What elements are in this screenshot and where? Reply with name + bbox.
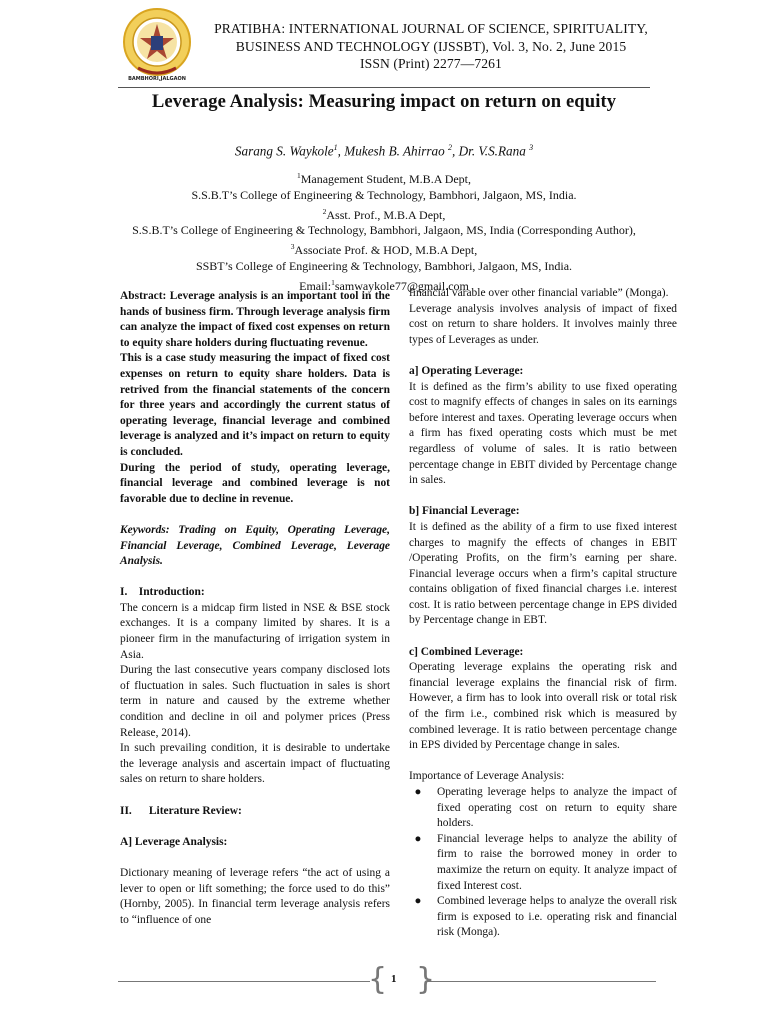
list-item: ● Combined leverage helps to analyze the overall risk firm is exposed to i.e. operating risk and financial risk (Monga). [414, 895, 677, 939]
affiliation-line: $^3$Associate Prof. & HOD, M.B.A Dept, [290, 242, 478, 258]
keywords: Keywords: Trading on Equity, Operating Leverage, Financial Leverage, Combined Leverage, Leverage Analysis. [120, 523, 390, 568]
list-item: ● Financial leverage helps to analyze the ability of firm to raise the borrowed money in order to maximize the return on equity. It analyze impact of fixed Interest cost. [414, 832, 677, 892]
email-link[interactable]: samwaykole77@gmail.com [334, 278, 469, 293]
bullet-icon: ● [414, 786, 422, 798]
affiliations [0, 168, 768, 295]
journal-line-1: PRATIBHA: INTERNATIONAL JOURNAL OF SCIENCE, SPIRITUALITY, [214, 21, 648, 36]
journal-header [196, 20, 666, 73]
abstract-paragraph: Abstract: Leverage analysis is an important tool in the hands of business firm. Through leverage analysis firm can analyze the impact of fixed cost expenses on return to equity share holders during fluctuating revenue. [120, 290, 390, 349]
bullet-icon: ● [414, 832, 422, 845]
affiliation-line: SSBT’s College of Engineering & Technology, Bambhori, Jalgaon, MS, India. [195, 258, 573, 273]
left-column [120, 289, 390, 928]
body-paragraph: Dictionary meaning of leverage refers “the act of using a lever to open or lift something; the force used to do this” (Hornby, 2005). In financial term leverage analysis refers to “influence of one [120, 866, 390, 926]
author-3: Dr. V.S.Rana [458, 143, 530, 159]
header-rule [118, 87, 650, 88]
right-column [409, 286, 677, 941]
body-paragraph: It is defined as the ability of a firm to use fixed interest charges to magnify the effects of changes in EBIT /Operating Profits, on the firm’s earning per share. Financial leverage occurs when a firm’s capital structure contains obligation of fixed financial charges i.e. interest cost. It is ratio between percentage change in EPS divided by Percentage change in EBT. [409, 520, 677, 627]
importance-list [409, 785, 677, 941]
svg-text:BAMBHORI,JALGAON: BAMBHORI,JALGAON [128, 76, 186, 82]
subsection-heading: b] Financial Leverage: [409, 505, 520, 518]
body-paragraph: During the last consecutive years company disclosed lots of fluctuation in sales. Such fluctuation in sales is short term in nature and caused by the extreme whether condition and decline in oil and polymer prices (Press Release, 2014). [120, 664, 390, 739]
paper-title: Leverage Analysis: Measuring impact on return on equity [151, 91, 617, 112]
subsection-heading: a] Operating Leverage: [409, 364, 524, 377]
journal-line-2: BUSINESS AND TECHNOLOGY (IJSSBT), Vol. 3, No. 2, June 2015 [235, 38, 627, 54]
affiliation-line: S.S.B.T’s College of Engineering & Technology, Bambhori, Jalgaon, MS, India. [191, 187, 577, 202]
email-line: Email:$^1$samwaykole77@gmail.com [299, 277, 469, 293]
journal-line-3: ISSN (Print) 2277—7261 [360, 56, 502, 71]
affiliation-line: $^2$Asst. Prof., M.B.A Dept, [322, 206, 446, 222]
importance-heading: Importance of Leverage Analysis: [409, 770, 565, 783]
author-2: Mukesh B. Ahirrao [344, 143, 449, 159]
right-brace-icon: } [416, 962, 436, 997]
section-heading-introduction: I. Introduction: [120, 586, 205, 599]
body-paragraph: It is defined as the firm’s ability to use fixed operating cost to magnify effects of changes in sales on its earnings before interest and taxes. Operating leverage occurs when a firm has fixed operating costs which must be met regardless of volume of sales. It is ratio between percentage change in EBIT divided by Percentage change in sales. [409, 380, 677, 487]
author-line: Sarang S. Waykole$^1$, Mukesh B. Ahirrao $^2$, Dr. V.S.Rana $^3$ [234, 143, 534, 159]
abstract-paragraph: During the period of study, operating leverage, financial leverage and combined leverage is not favorable due to decline in revenue. [120, 461, 390, 505]
college-logo [118, 8, 196, 82]
subsection-heading: c] Combined Leverage: [409, 645, 524, 658]
body-paragraph: Leverage analysis involves analysis of impact of fixed cost on return to share holders. It involves mainly three types of Leverages as under. [409, 302, 677, 346]
page-number: 1 [391, 973, 397, 985]
abstract-paragraph: This is a case study measuring the impact of fixed cost expenses on return to equity share holders. Data is retrived from the financial statements of the concern for three years and accordingly the current status of operating leverage, financial leverage and combined leverage is analyzed and it’s impact on return to equity is concluded. [120, 352, 390, 458]
subsection-heading: A] Leverage Analysis: [120, 835, 228, 848]
affiliation-line: $^1$Management Student, M.B.A Dept, [296, 171, 472, 186]
section-heading-literature: II. Literature Review: [120, 804, 242, 817]
body-paragraph: Operating leverage explains the operating risk and financial leverage explains the financial risk of firm. However, a firm has to look into overall risk or total risk of the firm i.e., combined risk which is measured by combined leverage. It is ratio between percentage change in EPS divided by Percentage change in sales. [409, 661, 677, 752]
body-paragraph: In such prevailing condition, it is desirable to undertake the leverage analysis and ascertain impact of fluctuating sales on return to share holders. [120, 742, 390, 786]
left-brace-icon: { [368, 962, 388, 997]
author-1: Sarang S. Waykole [234, 143, 334, 159]
affiliation-line: S.S.B.T’s College of Engineering & Technology, Bambhori, Jalgaon, MS, India (Corresponding Author), [132, 223, 636, 238]
bullet-icon: ● [414, 895, 422, 908]
list-item: ● Operating leverage helps to analyze the impact of fixed operating cost on return to equity share holders. [414, 786, 677, 830]
body-paragraph: financial varable over other financial variable” (Monga). [409, 287, 669, 299]
body-paragraph: The concern is a midcap firm listed in NSE & BSE stock exchanges. It is a company limited by shares. It is a pioneer firm in the manufacturing of irrigation system in Asia. [120, 601, 390, 661]
